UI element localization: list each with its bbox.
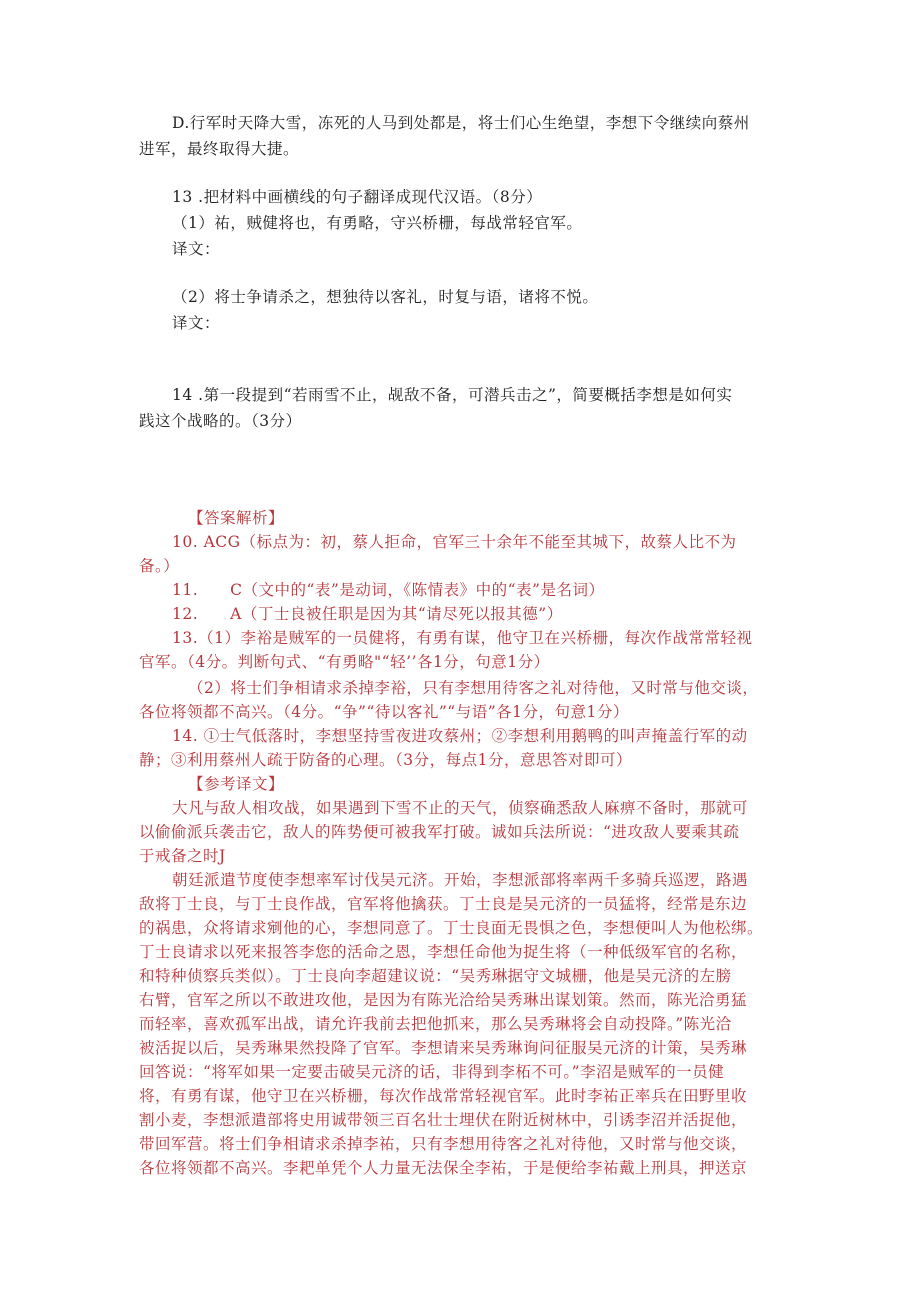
option-d-line-2: 进军，最终取得大捷。 <box>139 140 300 158</box>
translation-line: 敌将丁士良，与丁士良作战，官军将他擒获。丁士良是吴元济的一员猛将，经常是东边 <box>139 895 748 913</box>
answer-line: 官军。（4分。判断句式、“有勇略"“轻’’各1分，句意1分） <box>139 653 550 671</box>
answer-line: 13.（1）李裕是贼军的一员健将，有勇有谋，他守卫在兴桥栅，每次作战常常轻视 <box>172 629 753 647</box>
translation-line: 以偷偷派兵袭击它，敌人的阵势便可被我军打破。诚如兵法所说：“进攻敌人要乘其疏 <box>139 823 740 841</box>
translation-line: 丁士良请求以死来报答李您的活命之恩，李想任命他为捉生将（一种低级军官的名称， <box>139 943 748 961</box>
answer-line: 11. C（文中的“表”是动词，《陈情表》中的“表”是名词） <box>172 581 605 599</box>
answers-header: 【答案解析】 <box>188 509 285 527</box>
answer-line: （2）将士们争相请求杀掉李裕，只有李想用待客之礼对待他，又时常与他交谈， <box>188 679 759 697</box>
translation-line: 将，有勇有谋，他守卫在兴桥栅，每次作战常常轻视官军。此时李祐正率兵在田野里收 <box>139 1087 748 1105</box>
translation-line: 大凡与敌人相攻战，如果遇到下雪不止的天气，侦察确悉敌人麻痹不备时，那就可 <box>172 799 749 817</box>
translation-line: 而轻率，喜欢孤军出战，请允许我前去把他抓来，那么吴秀琳将会自动投降。”陈光洽 <box>139 1015 732 1033</box>
question-14-line-2: 践这个战略的。（3分） <box>139 412 302 430</box>
option-d-line-1: D.行军时天降大雪，冻死的人马到处都是，将士们心生绝望，李想下令继续向蔡州 <box>172 114 750 132</box>
translation-line: 朝廷派遣节度使李想率军讨伐吴元济。开始，李想派部将率两千多骑兵巡逻，路遇 <box>172 871 749 889</box>
answer-line: 各位将领都不高兴。（4分。“争”“待以客礼”“与语”各1分，句意1分） <box>139 703 629 721</box>
answer-line: 12. A（丁士良被任职是因为其“请尽死以报其德”） <box>172 605 563 623</box>
translation-line: 于戒备之时J <box>139 847 226 865</box>
answer-line: 10. ACG（标点为：初，蔡人拒命，官军三十余年不能至其城下，故蔡人比不为 <box>172 533 737 551</box>
translation-line: 和特种侦察兵类似）。丁士良向李超建议说：“吴秀琳据守文城栅，他是吴元济的左膀 <box>139 967 732 985</box>
translation-line: 带回军营。将士们争相请求杀掉李祐，只有李想用待客之礼对待他，又时常与他交谈， <box>139 1135 748 1153</box>
translation-header: 【参考译文】 <box>188 775 285 793</box>
translation-line: 的祸患，众将请求剜他的心，李想同意了。丁士良面无畏惧之色，李想便叫人为他松绑。 <box>139 919 764 937</box>
question-13-part-1-label: 译文： <box>172 240 221 258</box>
question-14-line-1: 14 .第一段提到“若雨雪不止，觇敌不备，可潜兵击之”，简要概括李想是如何实 <box>172 386 733 404</box>
question-13-title: 13 .把材料中画横线的句子翻译成现代汉语。（8分） <box>172 188 543 206</box>
translation-line: 右臂，官军之所以不敢进攻他，是因为有陈光洽给吴秀琳出谋划策。然而，陈光洽勇猛 <box>139 991 748 1009</box>
translation-line: 被活捉以后，吴秀琳果然投降了官军。李想请来吴秀琳询问征服吴元济的计策，吴秀琳 <box>139 1039 748 1057</box>
answer-line: 备。） <box>139 557 180 575</box>
question-13-part-2: （2）将士争请杀之，想独待以客礼，时复与语，诸将不悦。 <box>172 288 599 306</box>
translation-line: 回答说：“将军如果一定要击破吴元济的话，非得到李柘不可。”李沼是贼军的一员健 <box>139 1063 725 1081</box>
answer-line: 静；③利用蔡州人疏于防备的心理。（3分，每点1分，意思答对即可） <box>139 751 632 769</box>
translation-line: 割小麦，李想派遣部将史用诚带领三百名壮士埋伏在附近树林中，引诱李沼并活捉他， <box>139 1111 748 1129</box>
question-13-part-1: （1）祐，贼健将也，有勇略，守兴桥栅，每战常轻官军。 <box>172 214 583 232</box>
translation-line: 各位将领都不高兴。李耙单凭个人力量无法保全李祐，于是便给李祐戴上刑具，押送京 <box>139 1159 748 1177</box>
question-13-part-2-label: 译文： <box>172 314 221 332</box>
answer-line: 14. ①士气低落时，李想坚持雪夜进攻蔡州；②李想利用鹅鸭的叫声掩盖行军的动 <box>172 727 748 745</box>
